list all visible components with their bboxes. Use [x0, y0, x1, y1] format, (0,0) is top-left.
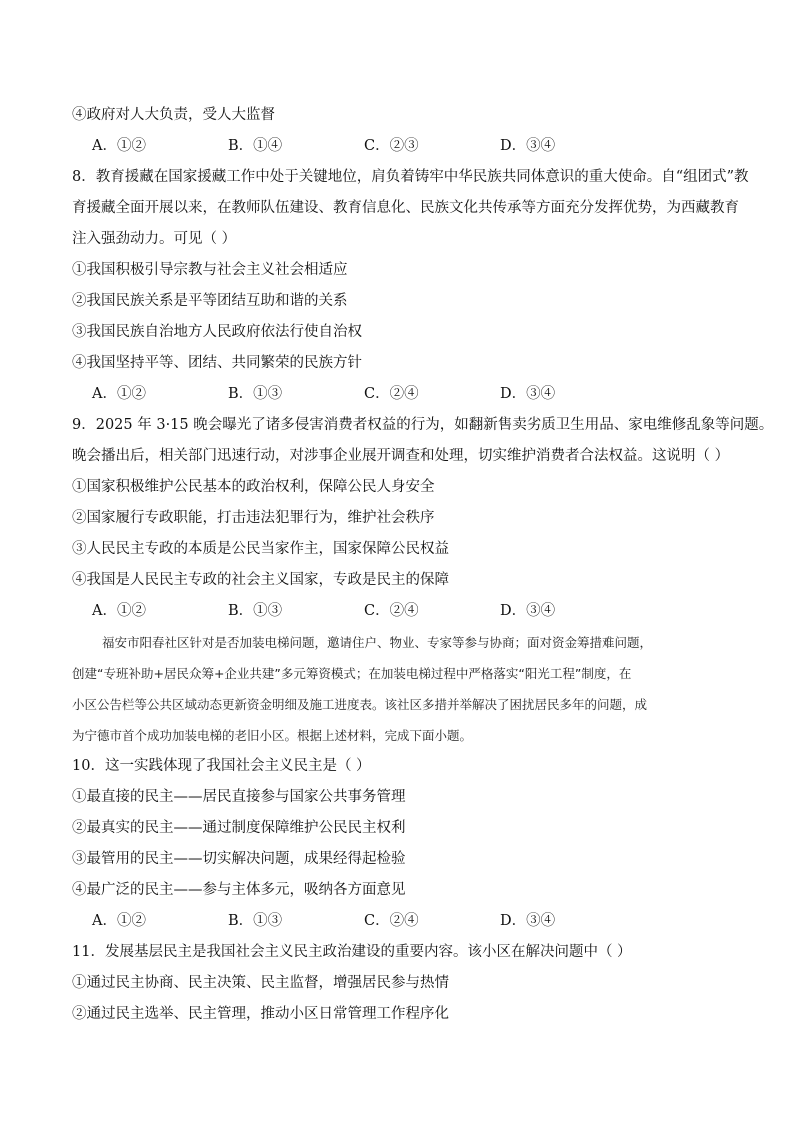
answer-choice[interactable]: B．①③ — [228, 603, 283, 619]
material-line: 小区公告栏等公共区域动态更新资金明细及施工进度表。该社区多措并举解决了困扰居民多年的问题，成 — [72, 697, 648, 712]
answer-choice[interactable]: D．③④ — [500, 138, 556, 154]
question-stem — [72, 162, 749, 255]
answer-choice[interactable]: A．①② — [92, 913, 146, 929]
answer-choice[interactable]: D．③④ — [500, 913, 556, 929]
answer-choice[interactable]: C．②③ — [364, 138, 419, 154]
statement-option: ①我国积极引导宗教与社会主义社会相适应 — [72, 262, 348, 278]
exam-page — [72, 100, 774, 1030]
question-line: 10．这一实践体现了我国社会主义民主是（ ） — [72, 758, 371, 774]
statement-option: ④最广泛的民主——参与主体多元，吸纳各方面意见 — [72, 882, 406, 898]
answer-choice[interactable]: A．①② — [92, 138, 146, 154]
material-line: 创建“专班补助+居民众筹+企业共建”多元筹资模式；在加装电梯过程中严格落实“阳光工程”制度，在 — [72, 666, 632, 681]
question-line: 育援藏全面开展以来，在教师队伍建设、教育信息化、民族文化共传承等方面充分发挥优势，为西藏教育 — [72, 200, 739, 216]
question-stem — [72, 410, 774, 472]
statement-option: ③最管用的民主——切实解决问题，成果经得起检验 — [72, 851, 406, 867]
answer-choice[interactable]: C．②④ — [364, 603, 419, 619]
answer-choices — [72, 596, 736, 627]
statement-option: ③人民民主专政的本质是公民当家作主，国家保障公民权益 — [72, 541, 449, 557]
answer-choices — [72, 906, 736, 937]
question-stem — [72, 751, 736, 782]
reading-material — [72, 627, 736, 751]
question-line: 注入强劲动力。可见（ ） — [72, 231, 237, 247]
statement-option: ①最直接的民主——居民直接参与国家公共事务管理 — [72, 789, 406, 805]
answer-choice[interactable]: C．②④ — [364, 913, 419, 929]
question-line: 8．教育援藏在国家援藏工作中处于关键地位，肩负着铸牢中华民族共同体意识的重大使命。自“组团式”教 — [72, 169, 749, 185]
question-stem — [72, 937, 736, 968]
answer-choice[interactable]: D．③④ — [500, 386, 556, 402]
material-line: 为宁德市首个成功加装电梯的老旧小区。根据上述材料，完成下面小题。 — [72, 728, 473, 743]
question-line: 晚会播出后，相关部门迅速行动，对涉事企业展开调查和处理，切实维护消费者合法权益。这说明（ ） — [72, 448, 730, 464]
answer-choice[interactable]: C．②④ — [364, 386, 419, 402]
statement-option: ④政府对人大负责，受人大监督 — [72, 107, 275, 123]
answer-choice[interactable]: A．①② — [92, 603, 146, 619]
statement-option: ②最真实的民主——通过制度保障维护公民民主权利 — [72, 820, 406, 836]
answer-choice[interactable]: B．①③ — [228, 386, 283, 402]
statement-option: ①国家积极维护公民基本的政治权利，保障公民人身安全 — [72, 479, 435, 495]
statement-option: ②我国民族关系是平等团结互助和谐的关系 — [72, 293, 348, 309]
statement-option: ①通过民主协商、民主决策、民主监督，增强居民参与热情 — [72, 975, 449, 991]
answer-choices — [72, 379, 736, 410]
statement-option: ③我国民族自治地方人民政府依法行使自治权 — [72, 324, 362, 340]
answer-choice[interactable]: B．①④ — [228, 138, 283, 154]
statement-option: ④我国坚持平等、团结、共同繁荣的民族方针 — [72, 355, 362, 371]
answer-choice[interactable]: A．①② — [92, 386, 146, 402]
statement-option: ②国家履行专政职能，打击违法犯罪行为，维护社会秩序 — [72, 510, 435, 526]
material-line: 福安市阳春社区针对是否加装电梯问题，邀请住户、物业、专家等参与协商；面对资金筹措难问题， — [102, 635, 653, 650]
statement-option: ②通过民主选举、民主管理，推动小区日常管理工作程序化 — [72, 1006, 449, 1022]
statement-option: ④我国是人民民主专政的社会主义国家，专政是民主的保障 — [72, 572, 449, 588]
answer-choices — [72, 131, 736, 162]
answer-choice[interactable]: D．③④ — [500, 603, 556, 619]
answer-choice[interactable]: B．①③ — [228, 913, 283, 929]
question-line: 11．发展基层民主是我国社会主义民主政治建设的重要内容。该小区在解决问题中（ ） — [72, 944, 632, 960]
question-line: 9．2025 年 3·15 晚会曝光了诸多侵害消费者权益的行为，如翻新售卖劣质卫生用品、家电维修乱象等问题。 — [72, 417, 774, 433]
